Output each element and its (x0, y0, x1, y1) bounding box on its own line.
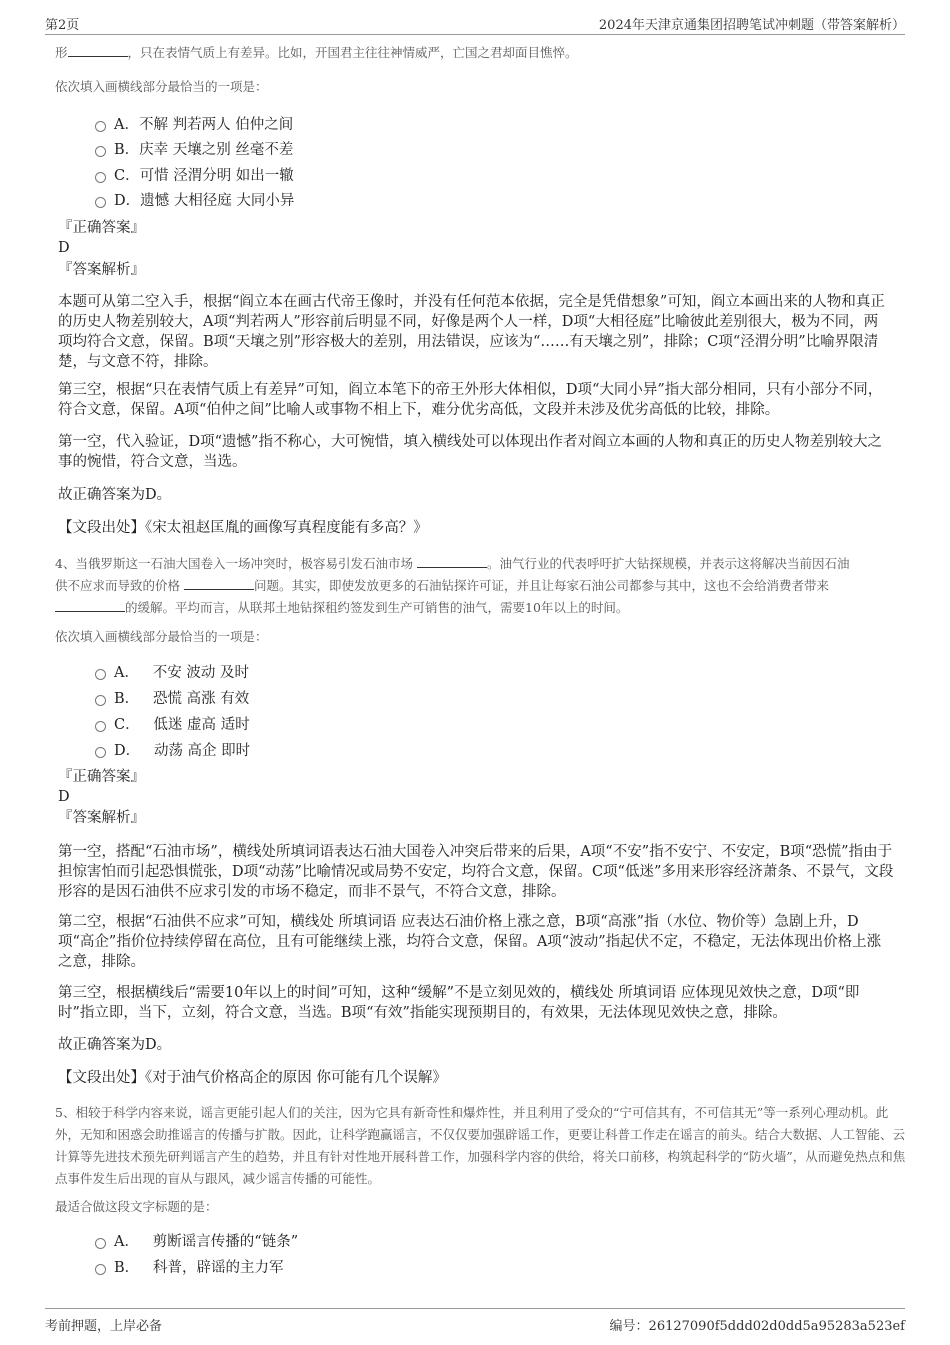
q4-analysis-label: 『答案解析』 (58, 810, 145, 826)
blank-line (417, 553, 487, 568)
radio-icon[interactable] (95, 669, 106, 680)
q4-option-c[interactable]: C． 低迷 虚高 适时 (95, 714, 250, 736)
q3-option-a[interactable]: A．不解 判若两人 伯仲之间 (95, 114, 293, 136)
q4-option-a[interactable]: A． 不安 波动 及时 (95, 662, 249, 684)
q3-analysis-p1: 本题可从第二空入手，根据“阎立本在画古代帝王像时，并没有任何范本依据，完全是凭借想象”可知，阎立本画出来的人物和真正的历史人物差别较大，A项“判若两人”形容前后明显不同，好像是两个人一样，D项“大相径庭”比喻彼此差别很大，极为不同，两项均符合文意，保留。B项“天壤之别”形容极大的差别，用法错误，应该为“……有天壤之别”，排除；C项“泾渭分明”比喻界限清楚，与文意不符，排除。 (58, 294, 885, 370)
q4-analysis-conclusion: 故正确答案为D。 (58, 1037, 172, 1053)
page-header (45, 14, 905, 35)
q4-analysis-p2: 第二空，根据“石油供不应求”可知，横线处 所填词语 应表达石油价格上涨之意，B项“高涨”指（水位、物价等）急剧上升，D项“高企”指价位持续停留在高位，且有可能继续上涨，均符合文意，保留。A项“波动”指起伏不定，不稳定，无法体现出价格上涨之意，排除。 (58, 914, 882, 970)
q3-option-c[interactable]: C．可惜 泾渭分明 如出一辙 (95, 165, 294, 187)
q3-stem-tail: 形 ，只在表情气质上有差异。比如，开国君主往往神情威严，亡国之君却面目憔悴。 (55, 42, 905, 64)
page-number: 第2页 (45, 18, 80, 33)
radio-icon[interactable] (95, 721, 106, 732)
blank-line (184, 575, 254, 590)
radio-icon[interactable] (95, 146, 106, 157)
q4-answer: D (58, 789, 70, 805)
q3-prompt: 依次填入画横线部分最恰当的一项是： (55, 79, 268, 94)
blank-line (68, 42, 128, 57)
q3-answer: D (58, 240, 70, 256)
radio-icon[interactable] (95, 747, 106, 758)
q5-option-a[interactable]: A． 剪断谣言传播的“链条” (95, 1231, 298, 1253)
q4-answer-label: 『正确答案』 (58, 769, 145, 785)
footer-slogan: 考前押题，上岸必备 (45, 1319, 163, 1334)
q5-prompt: 最适合做这段文字标题的是： (55, 1199, 218, 1214)
q3-analysis-conclusion: 故正确答案为D。 (58, 487, 172, 503)
q4-analysis-p3: 第三空，根据横线后“需要10年以上的时间”可知，这种“缓解”不是立刻见效的，横线处 所填词语 应体现见效快之意，D项“即时”指立即，当下，立刻，符合文意，当选。B项“有效”指能实现预期目的，有效果，无法体现见效快之意，排除。 (58, 985, 860, 1021)
q4-source: 【文段出处】《对于油气价格高企的原因 你可能有几个误解》 (58, 1070, 447, 1086)
q4-option-b[interactable]: B． 恐慌 高涨 有效 (95, 688, 249, 710)
q3-option-b[interactable]: B．庆幸 天壤之别 丝毫不差 (95, 139, 293, 161)
q3-analysis-label: 『答案解析』 (58, 262, 145, 278)
blank-line (55, 597, 125, 612)
q3-option-d[interactable]: D．遗憾 大相径庭 大同小异 (95, 190, 294, 212)
q5-option-b[interactable]: B． 科普，辟谣的主力军 (95, 1257, 283, 1279)
document-id: 编号：26127090f5ddd02d0dd5a95283a523ef (609, 1319, 905, 1334)
radio-icon[interactable] (95, 197, 106, 208)
document-title: 2024年天津京通集团招聘笔试冲刺题（带答案解析） (598, 18, 905, 33)
q3-analysis-p2: 第三空，根据“只在表情气质上有差异”可知，阎立本笔下的帝王外形大体相似，D项“大同小异”指大部分相同，只有小部分不同，符合文意，保留。A项“伯仲之间”比喻人或事物不相上下，难分优劣高低，文段并未涉及优劣高低的比较，排除。 (58, 382, 883, 418)
radio-icon[interactable] (95, 695, 106, 706)
q3-source: 【文段出处】《宋太祖赵匡胤的画像写真程度能有多高？》 (58, 520, 428, 536)
q3-analysis-p3: 第一空，代入验证，D项“遗憾”指不称心，大可惋惜，填入横线处可以体现出作者对阎立本画的人物和真正的历史人物差别较大之事的惋惜，符合文意，当选。 (58, 434, 882, 470)
radio-icon[interactable] (95, 1264, 106, 1275)
radio-icon[interactable] (95, 121, 106, 132)
radio-icon[interactable] (95, 1238, 106, 1249)
q3-answer-label: 『正确答案』 (58, 220, 145, 236)
q4-option-d[interactable]: D． 动荡 高企 即时 (95, 740, 250, 762)
page-footer (45, 1308, 905, 1333)
q4-prompt: 依次填入画横线部分最恰当的一项是： (55, 629, 268, 644)
radio-icon[interactable] (95, 172, 106, 183)
q5-stem: 5、相较于科学内容来说，谣言更能引起人们的关注，因为它具有新奇性和爆炸性，并且利用了受众的“宁可信其有，不可信其无”等一系列心理动机。此外，无知和困惑会助推谣言的传播与扩散。因此，让科学跑赢谣言，不仅仅要加强辟谣工作，更要让科普工作走在谣言的前头。结合大数据、人工智能、云计算等先进技术预先研判谣言产生的趋势，并且有针对性地开展科普工作，加强科学内容的供给，将关口前移，构筑起科学的“防火墙”，从而避免热点和焦点事件发生后出现的盲从与跟风，减少谣言传播的可能性。 (55, 1105, 906, 1186)
q4-stem: 4、当俄罗斯这一石油大国卷入一场冲突时，极容易引发石油市场 。油气行业的代表呼吁扩大钻探规模，并表示这将解决当前因石油 供不应求而导致的价格 问题。其实，即使发放更多的石油钻探许可证，并且让每家石油公司都参与其中，这也不会给消费者带来 的缓解。平均而言，从联邦土地钻探租约签发到生产可销售的油气，需要10年以上的时间。 (55, 553, 915, 619)
q4-analysis-p1: 第一空，搭配“石油市场”，横线处所填词语表达石油大国卷入冲突后带来的后果，A项“不安”指不安宁、不安定，B项“恐慌”指由于担惊害怕而引起恐惧慌张，D项“动荡”比喻情况或局势不安定，均符合文意，保留。C项“低迷”多用来形容经济萧条、不景气，文段形容的是因石油供不应求引发的市场不稳定，而非不景气，不符合文意，排除。 (58, 844, 894, 900)
